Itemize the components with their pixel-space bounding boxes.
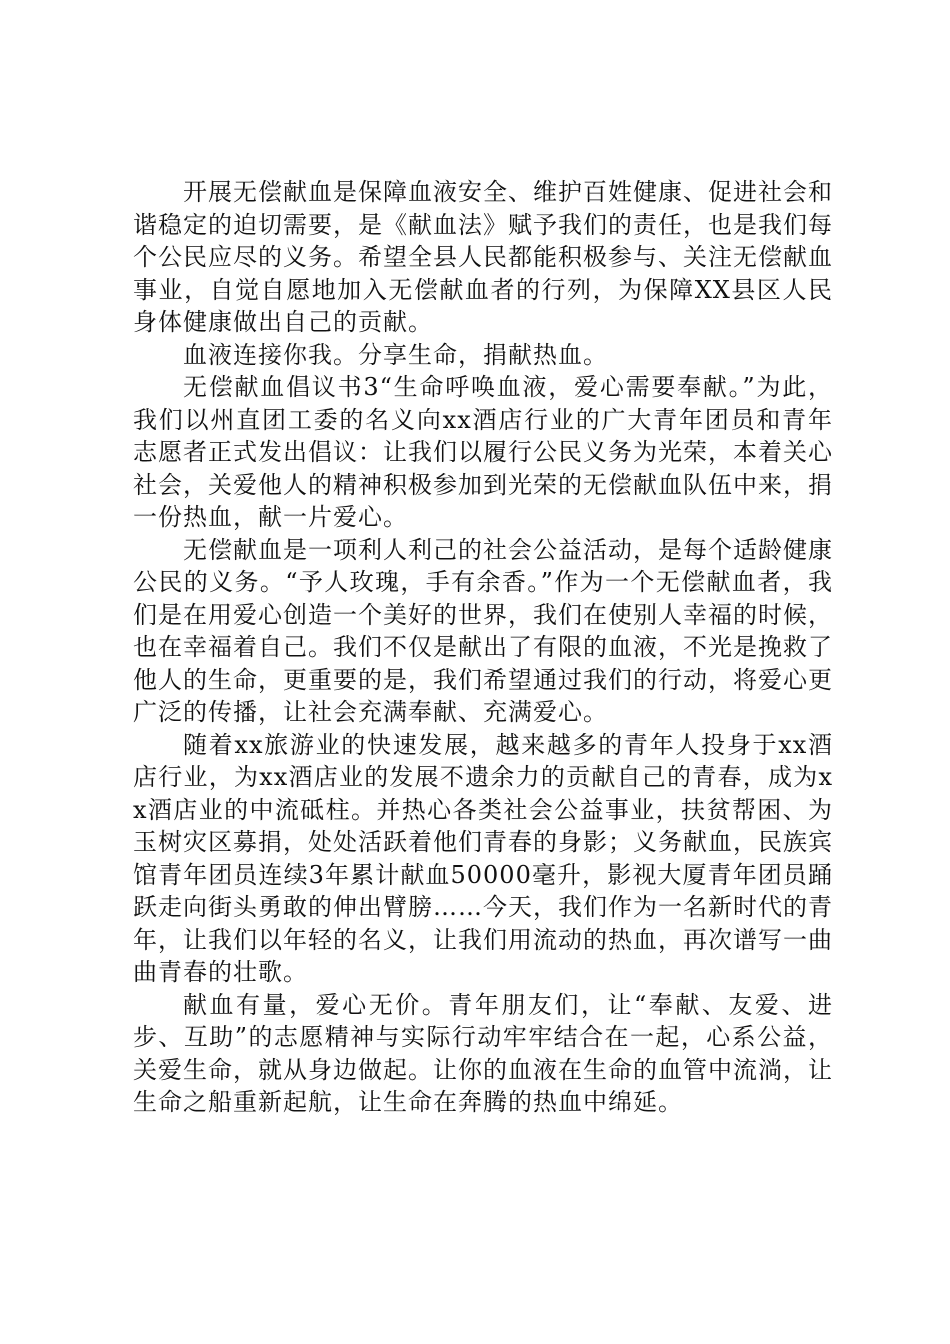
paragraph-6: 献血有量，爱心无价。青年朋友们，让“奉献、友爱、进步、互助”的志愿精神与实际行动牢牢结合在一起，心系公益，关爱生命，就从身边做起。让你的血液在生命的血管中流淌，让生命之船重新起航，让生命在奔腾的热血中绵延。 bbox=[133, 990, 833, 1116]
paragraph-2: 血液连接你我。分享生命，捐献热血。 bbox=[183, 340, 608, 369]
document-body bbox=[133, 176, 833, 1119]
paragraph-5: 随着xx旅游业的快速发展，越来越多的青年人投身于xx酒店行业，为xx酒店业的发展不遗余力的贡献自己的青春，成为xx酒店业的中流砥柱。并热心各类社会公益事业，扶贫帮困、为玉树灾区募捐，处处活跃着他们青春的身影；义务献血，民族宾馆青年团员连续3年累计献血50000毫升，影视大厦青年团员踊跃走向街头勇敢的伸出臂膀……今天，我们作为一名新时代的青年，让我们以年轻的名义，让我们用流动的热血，再次谱写一曲曲青春的壮歌。 bbox=[133, 730, 833, 986]
paragraph-3: 无偿献血倡议书3“生命呼唤血液，爱心需要奉献。”为此，我们以州直团工委的名义向xx酒店行业的广大青年团员和青年志愿者正式发出倡议：让我们以履行公民义务为光荣，本着关心社会，关爱他人的精神积极参加到光荣的无偿献血队伍中来，捐一份热血，献一片爱心。 bbox=[133, 373, 833, 531]
paragraph-4: 无偿献血是一项利人利己的社会公益活动，是每个适龄健康公民的义务。“予人玫瑰，手有余香。”作为一个无偿献血者，我们是在用爱心创造一个美好的世界，我们在使别人幸福的时候，也在幸福着自己。我们不仅是献出了有限的血液，不光是挽救了他人的生命，更重要的是，我们希望通过我们的行动，将爱心更广泛的传播，让社会充满奉献、充满爱心。 bbox=[133, 535, 833, 726]
paragraph-1: 开展无偿献血是保障血液安全、维护百姓健康、促进社会和谐稳定的迫切需要，是《献血法》赋予我们的责任，也是我们每个公民应尽的义务。希望全县人民都能积极参与、关注无偿献血事业，自觉自愿地加入无偿献血者的行列，为保障XX县区人民身体健康做出自己的贡献。 bbox=[133, 178, 833, 336]
